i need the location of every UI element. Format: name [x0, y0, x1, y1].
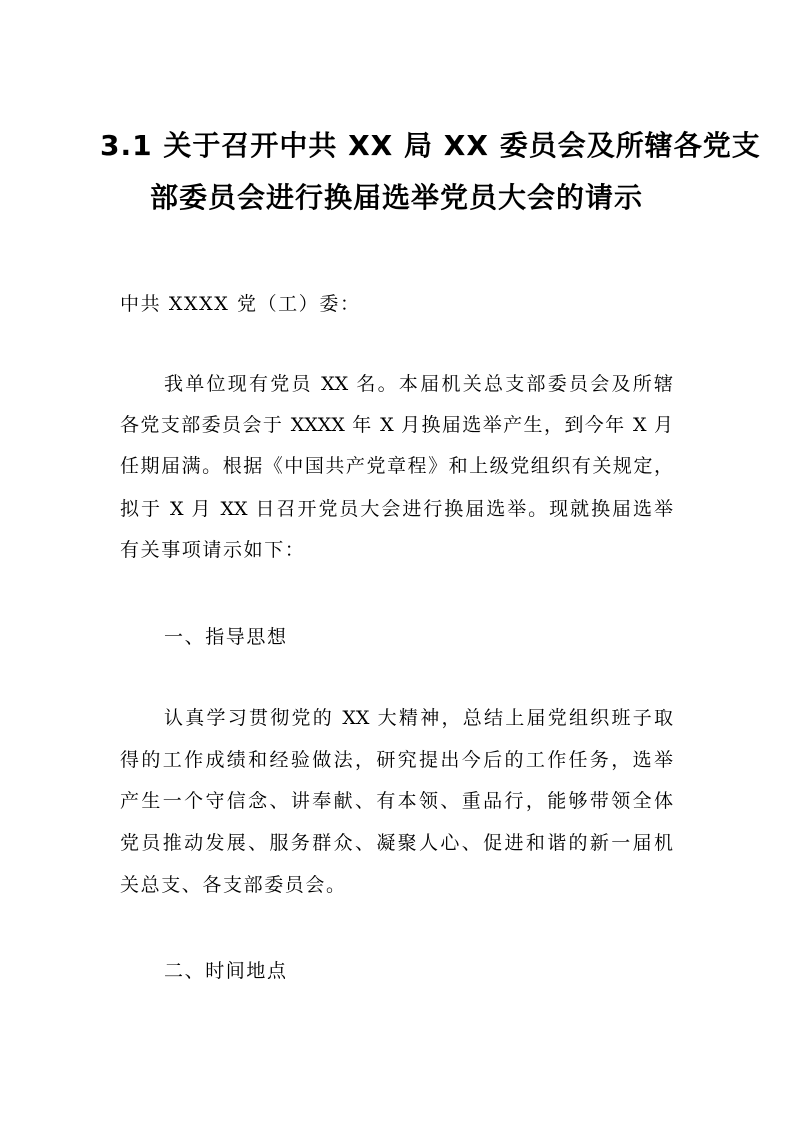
paragraph-1-line: 我单位现有党员 XX 名。本届机关总支部委员会及所辖 — [164, 373, 673, 395]
document-title-line-2: 部委员会进行换届选举党员大会的请示 — [149, 181, 643, 214]
paragraph-1-line: 各党支部委员会于 XXXX 年 X 月换届选举产生，到今年 X 月 — [120, 414, 673, 436]
section-heading-time-place: 二、时间地点 — [164, 960, 288, 982]
document-title-line-1: 3.1 关于召开中共 XX 局 XX 委员会及所辖各党支 — [100, 129, 761, 162]
paragraph-2-line: 得的工作成绩和经验做法，研究提出今后的工作任务，选举 — [120, 749, 673, 771]
paragraph-1-line: 任期届满。根据《中国共产党章程》和上级党组织有关规定， — [120, 455, 673, 477]
salutation: 中共 XXXX 党（工）委： — [120, 293, 361, 315]
paragraph-2-line: 党员推动发展、服务群众、凝聚人心、促进和谐的新一届机 — [120, 832, 673, 854]
section-heading-guiding-ideology: 一、指导思想 — [164, 626, 288, 648]
paragraph-1-line: 有关事项请示如下： — [120, 539, 306, 561]
paragraph-1-line: 拟于 X 月 XX 日召开党员大会进行换届选举。现就换届选举 — [120, 498, 673, 520]
paragraph-2-line: 关总支、各支部委员会。 — [120, 874, 347, 896]
paragraph-2-line: 认真学习贯彻党的 XX 大精神，总结上届党组织班子取 — [164, 707, 673, 729]
paragraph-2-line: 产生一个守信念、讲奉献、有本领、重品行，能够带领全体 — [120, 790, 673, 812]
